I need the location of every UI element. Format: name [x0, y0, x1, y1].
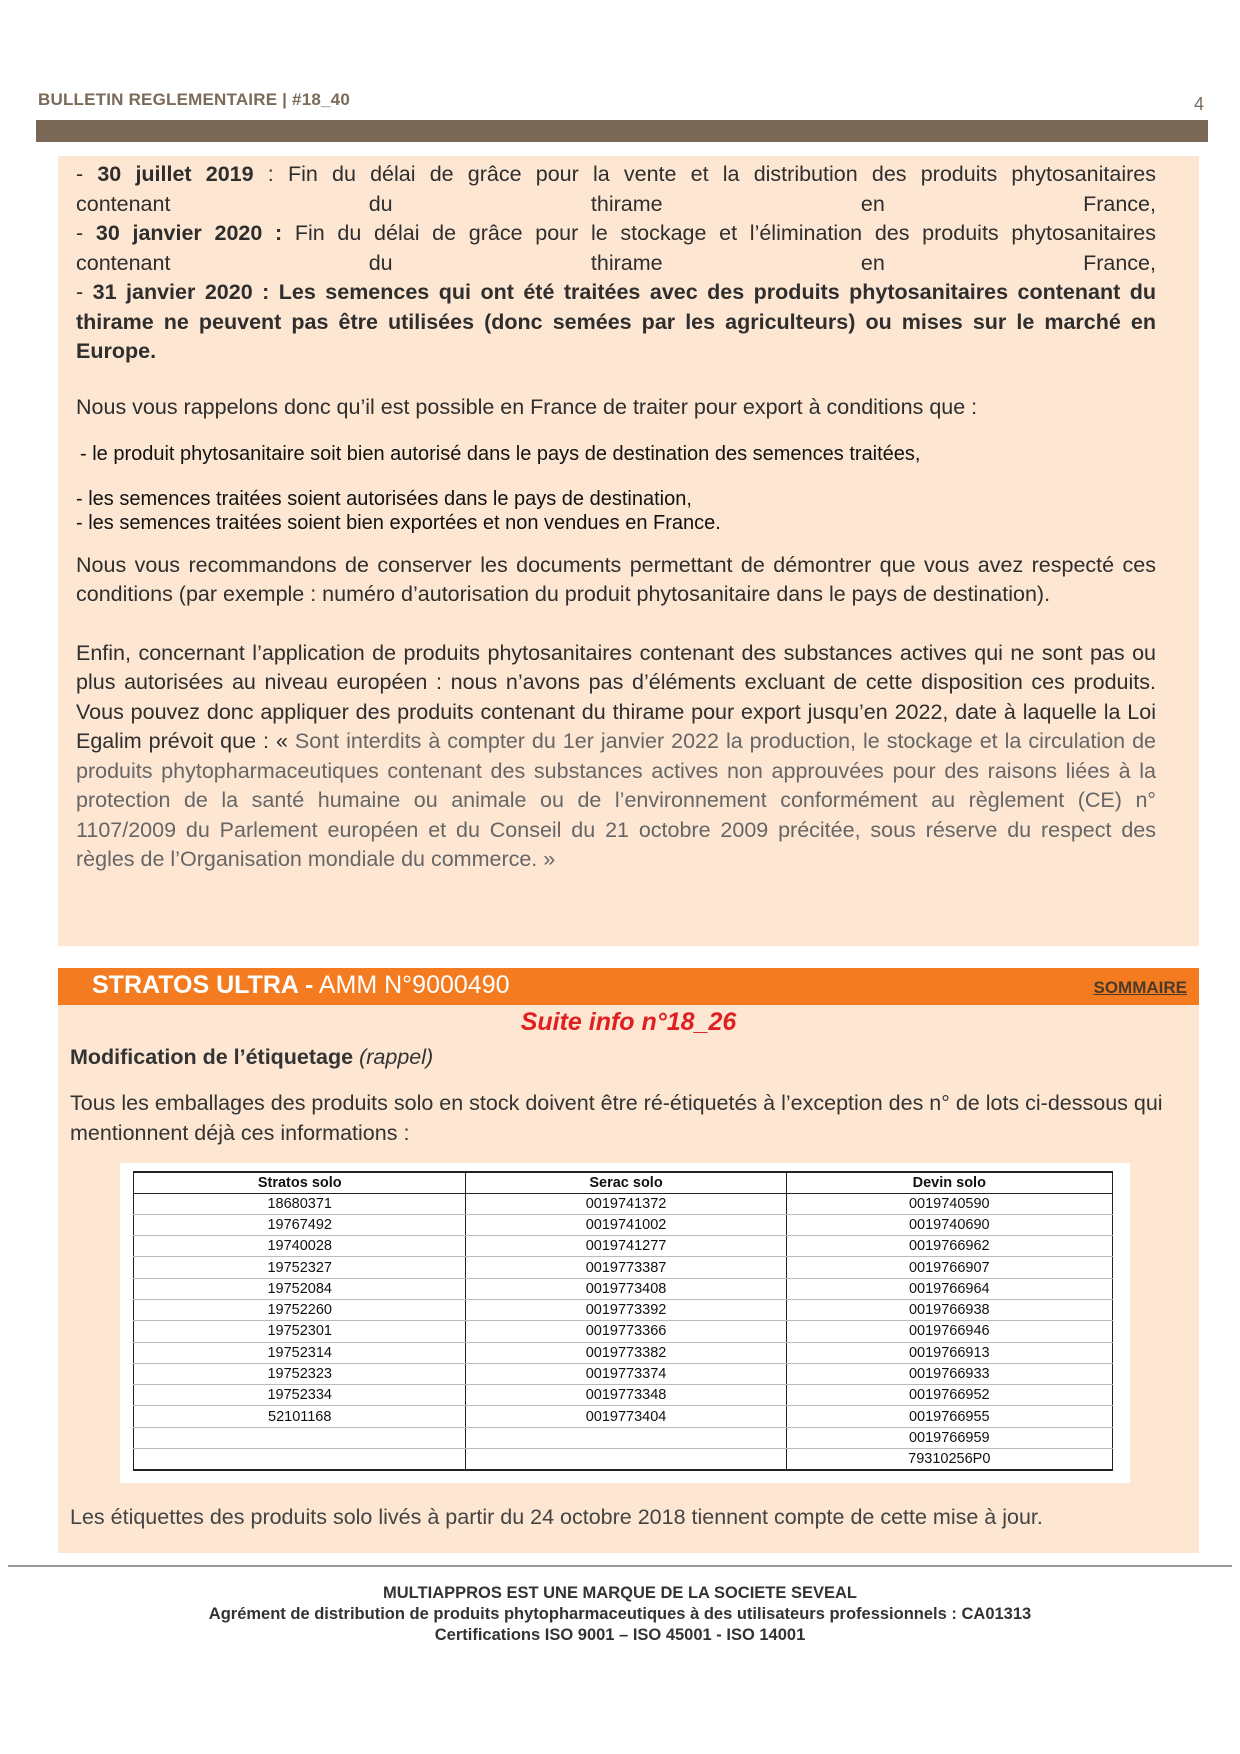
table-cell: 0019773366	[466, 1321, 786, 1342]
footer-agrement: Agrément de distribution de produits phytopharmaceutiques à des utilisateurs professionnels : CA01313	[208, 1605, 1032, 1623]
table-cell: 0019741002	[466, 1214, 786, 1235]
table-cell: 0019740590	[786, 1193, 1112, 1214]
table-cell: 0019766946	[786, 1321, 1112, 1342]
table-cell: 19752323	[134, 1363, 466, 1384]
table-cell: 0019773374	[466, 1363, 786, 1384]
table-cell: 19752327	[134, 1257, 466, 1278]
table-row	[134, 1406, 1113, 1427]
egalim-paragraph	[76, 639, 1156, 875]
thirame-section	[58, 156, 1199, 946]
bulletin-title: BULLETIN REGLEMENTAIRE | #18_40	[38, 90, 350, 109]
table-cell: 0019766913	[786, 1342, 1112, 1363]
footer-brand: MULTIAPPROS EST UNE MARQUE DE LA SOCIETE SEVEAL	[383, 1584, 857, 1602]
table-row	[134, 1236, 1113, 1257]
page-number: 4	[1193, 94, 1204, 114]
table-cell: 0019766955	[786, 1406, 1112, 1427]
table-cell: 79310256P0	[786, 1449, 1112, 1470]
table-cell: 19752314	[134, 1342, 466, 1363]
table-cell: 0019773387	[466, 1257, 786, 1278]
table-row	[134, 1214, 1113, 1235]
table-row	[134, 1385, 1113, 1406]
table-cell: 19767492	[134, 1214, 466, 1235]
table-cell: 0019740690	[786, 1214, 1112, 1235]
table-cell: 0019773382	[466, 1342, 786, 1363]
lot-table	[133, 1171, 1113, 1471]
deadline-item-3: - 31 janvier 2020 : Les semences qui ont été traitées avec des produits phytosanitaires contenant du thirame ne peuvent pas être utilisées (donc semées par les agriculteurs) ou mises sur le marché en Europe.	[76, 280, 1156, 363]
deadline-date: 31 janvier 2020 :	[92, 280, 270, 304]
table-cell: 0019773408	[466, 1278, 786, 1299]
table-cell: 0019766964	[786, 1278, 1112, 1299]
table-cell: 0019773348	[466, 1385, 786, 1406]
suite-info: Suite info n°18_26	[520, 1008, 737, 1036]
table-cell: 0019766962	[786, 1236, 1112, 1257]
table-cell	[466, 1427, 786, 1448]
table-row	[134, 1257, 1113, 1278]
condition-2: - les semences traitées soient autorisées dans le pays de destination,	[76, 487, 692, 510]
deadline-text: Fin du délai de grâce pour la vente et la distribution des produits phytosanitaires	[273, 162, 1156, 186]
table-cell	[466, 1449, 786, 1470]
condition-3: - les semences traitées soient bien exportées et non vendues en France.	[76, 511, 721, 534]
stratos-title	[92, 971, 510, 1000]
deadline-date: 30 janvier 2020 :	[95, 221, 283, 245]
table-cell: 19752260	[134, 1299, 466, 1320]
thirame-section-content	[76, 160, 1156, 875]
stratos-title-bold: STRATOS ULTRA -	[92, 971, 314, 999]
table-cell: 0019766938	[786, 1299, 1112, 1320]
stratos-section	[58, 1005, 1199, 1553]
deadline-item-2-cont: contenant du thirame en France,	[76, 250, 1156, 275]
lot-table-body	[134, 1193, 1113, 1470]
column-header: Serac solo	[466, 1172, 786, 1193]
sommaire-link[interactable]: SOMMAIRE	[1093, 978, 1187, 997]
deadline-item-2: - 30 janvier 2020 : Fin du délai de grâce pour le stockage et l’élimination des produits phytosanitaires	[76, 221, 1156, 245]
table-row	[134, 1427, 1113, 1448]
table-row	[134, 1299, 1113, 1320]
table-cell: 0019773404	[466, 1406, 786, 1427]
table-row	[134, 1363, 1113, 1384]
table-row	[134, 1321, 1113, 1342]
table-cell: 0019766952	[786, 1385, 1112, 1406]
table-row	[134, 1278, 1113, 1299]
egalim-intro: Enfin, concernant l’application de produits phytosanitaires contenant des substances actives qui ne sont pas ou plus autorisées au niveau européen : nous n’avons pas d’éléments excluant de cette disposition ces produits. Vous pouvez donc appliquer des produits contenant du thirame pour export jusqu’en 2022, date à laquelle la Loi Egalim prévoit que : «	[76, 640, 1156, 753]
table-cell: 0019766959	[786, 1427, 1112, 1448]
table-cell: 18680371	[134, 1193, 466, 1214]
modification-bold: Modification de l’étiquetage	[70, 1045, 354, 1069]
modification-italic: (rappel)	[353, 1045, 434, 1069]
footer-certifications: Certifications ISO 9001 – ISO 45001 - ISO 14001	[434, 1626, 806, 1644]
table-row	[134, 1449, 1113, 1470]
table-cell	[134, 1449, 466, 1470]
table-row	[134, 1342, 1113, 1363]
relabel-paragraph: Tous les emballages des produits solo en stock doivent être ré-étiquetés à l’exception des n° de lots ci-dessous qui mentionnent déjà ces informations :	[70, 1091, 1163, 1145]
table-row	[134, 1193, 1113, 1214]
final-note: Les étiquettes des produits solo livés à partir du 24 octobre 2018 tiennent compte de cette mise à jour.	[70, 1505, 1043, 1529]
deadline-item-1-cont: contenant du thirame en France,	[76, 191, 1156, 216]
deadline-separator: :	[253, 162, 274, 186]
lot-table-container	[120, 1163, 1130, 1483]
column-header: Stratos solo	[134, 1172, 466, 1193]
deadline-text: Fin du délai de grâce pour le stockage et l’élimination des produits phytosanitaires	[282, 221, 1156, 245]
table-cell	[134, 1427, 466, 1448]
table-cell: 0019766907	[786, 1257, 1112, 1278]
deadline-item-1: - 30 juillet 2019 : Fin du délai de grâce pour la vente et la distribution des produits phytosanitaires	[76, 162, 1156, 186]
column-header: Devin solo	[786, 1172, 1112, 1193]
table-cell: 0019741277	[466, 1236, 786, 1257]
table-cell: 0019766933	[786, 1363, 1112, 1384]
table-cell: 19752084	[134, 1278, 466, 1299]
table-cell: 0019741372	[466, 1193, 786, 1214]
lot-table-header	[134, 1172, 1113, 1193]
table-cell: 19740028	[134, 1236, 466, 1257]
table-cell: 19752334	[134, 1385, 466, 1406]
deadline-date: 30 juillet 2019	[97, 162, 254, 186]
table-cell: 0019773392	[466, 1299, 786, 1320]
deadline-text: Les semences qui ont été traitées avec des produits phytosanitaires contenant du thirame ne peuvent pas être utilisées (donc semées par les agriculteurs) ou mises sur le marché en Europe.	[76, 280, 1156, 363]
stratos-amm: AMM N°9000490	[313, 971, 510, 999]
reminder-text: Nous vous rappelons donc qu’il est possible en France de traiter pour export à conditions que :	[76, 394, 978, 419]
table-cell: 19752301	[134, 1321, 466, 1342]
footer-divider	[8, 1565, 1232, 1567]
header-bar	[36, 120, 1208, 142]
egalim-quote: Sont interdits à compter du 1er janvier 2022 la production, le stockage et la circulation de produits phytopharmaceutiques contenant des substances actives non approuvées pour des raisons liées à la protection de la santé humaine ou animale ou de l’environnement conformément au règlement (CE) n° 1107/2009 du Parlement européen et du Conseil du 21 octobre 2009 précitée, sous réserve du respect des règles de l’Organisation mondiale du commerce. »	[76, 729, 1156, 871]
table-cell: 52101168	[134, 1406, 466, 1427]
stratos-section-header	[58, 968, 1199, 1005]
condition-1: - le produit phytosanitaire soit bien autorisé dans le pays de destination des semences traitées,	[80, 443, 921, 465]
recommendation-text: Nous vous recommandons de conserver les documents permettant de démontrer que vous avez respecté ces conditions (par exemple : numéro d’autorisation du produit phytosanitaire dans le pays de destination).	[76, 552, 1156, 606]
modification-heading	[70, 1045, 433, 1070]
